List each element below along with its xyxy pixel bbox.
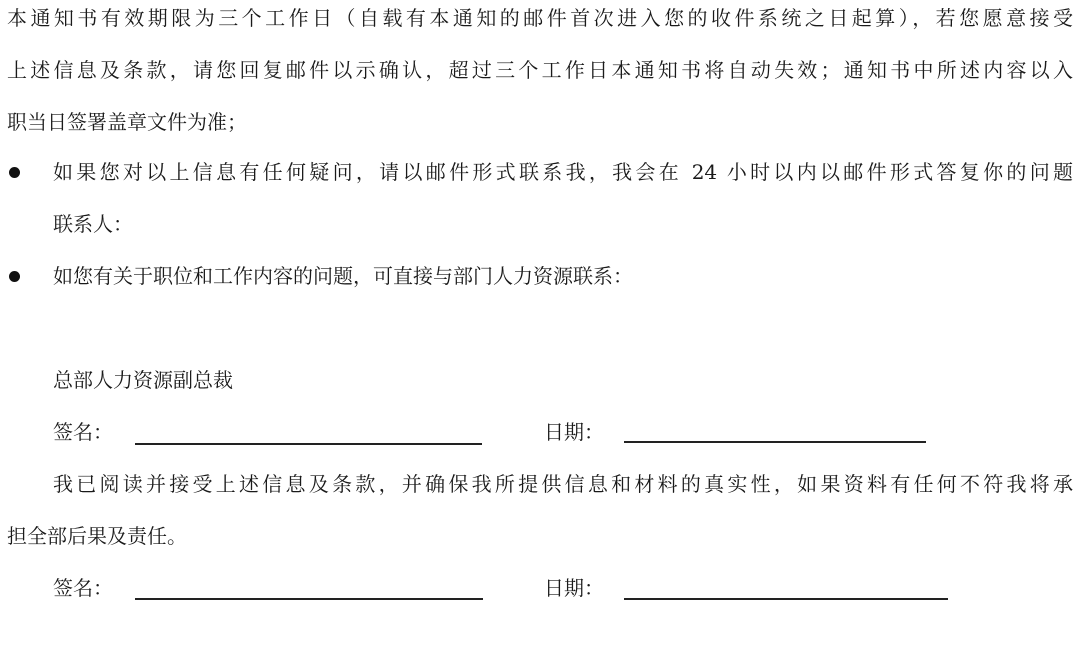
bullet-dot-2 bbox=[9, 271, 20, 282]
validity-paragraph-line-1: 本通知书有效期限为三个工作日（自载有本通知的邮件首次进入您的收件系统之日起算），若您愿意接受 bbox=[7, 6, 1073, 30]
candidate-date-label: 日期： bbox=[544, 576, 604, 600]
bullet-2-line-1: 如您有关于职位和工作内容的问题，可直接与部门人力资源联系： bbox=[53, 264, 633, 288]
bullet-1-line-2: 联系人： bbox=[53, 212, 133, 236]
bullet-dot-1 bbox=[9, 167, 20, 178]
validity-paragraph-line-3: 职当日签署盖章文件为准； bbox=[7, 110, 247, 134]
candidate-signature-label: 签名： bbox=[53, 576, 113, 600]
hr-date-line[interactable] bbox=[624, 441, 926, 443]
acceptance-paragraph-line-2: 担全部后果及责任。 bbox=[7, 524, 187, 548]
candidate-date-line[interactable] bbox=[624, 598, 948, 600]
acceptance-paragraph-line-1: 我已阅读并接受上述信息及条款，并确保我所提供信息和材料的真实性，如果资料有任何不符我将承 bbox=[53, 472, 1073, 496]
candidate-signature-line[interactable] bbox=[135, 598, 483, 600]
hr-signatory-title: 总部人力资源副总裁 bbox=[53, 368, 233, 392]
hr-date-label: 日期： bbox=[544, 420, 604, 444]
bullet-1-line-1: 如果您对以上信息有任何疑问，请以邮件形式联系我，我会在 24 小时以内以邮件形式答复你的问题 bbox=[53, 160, 1073, 184]
validity-paragraph-line-2: 上述信息及条款，请您回复邮件以示确认，超过三个工作日本通知书将自动失效；通知书中所述内容以入 bbox=[7, 58, 1073, 82]
hr-signature-label: 签名： bbox=[53, 420, 113, 444]
hr-signature-line[interactable] bbox=[135, 443, 482, 445]
